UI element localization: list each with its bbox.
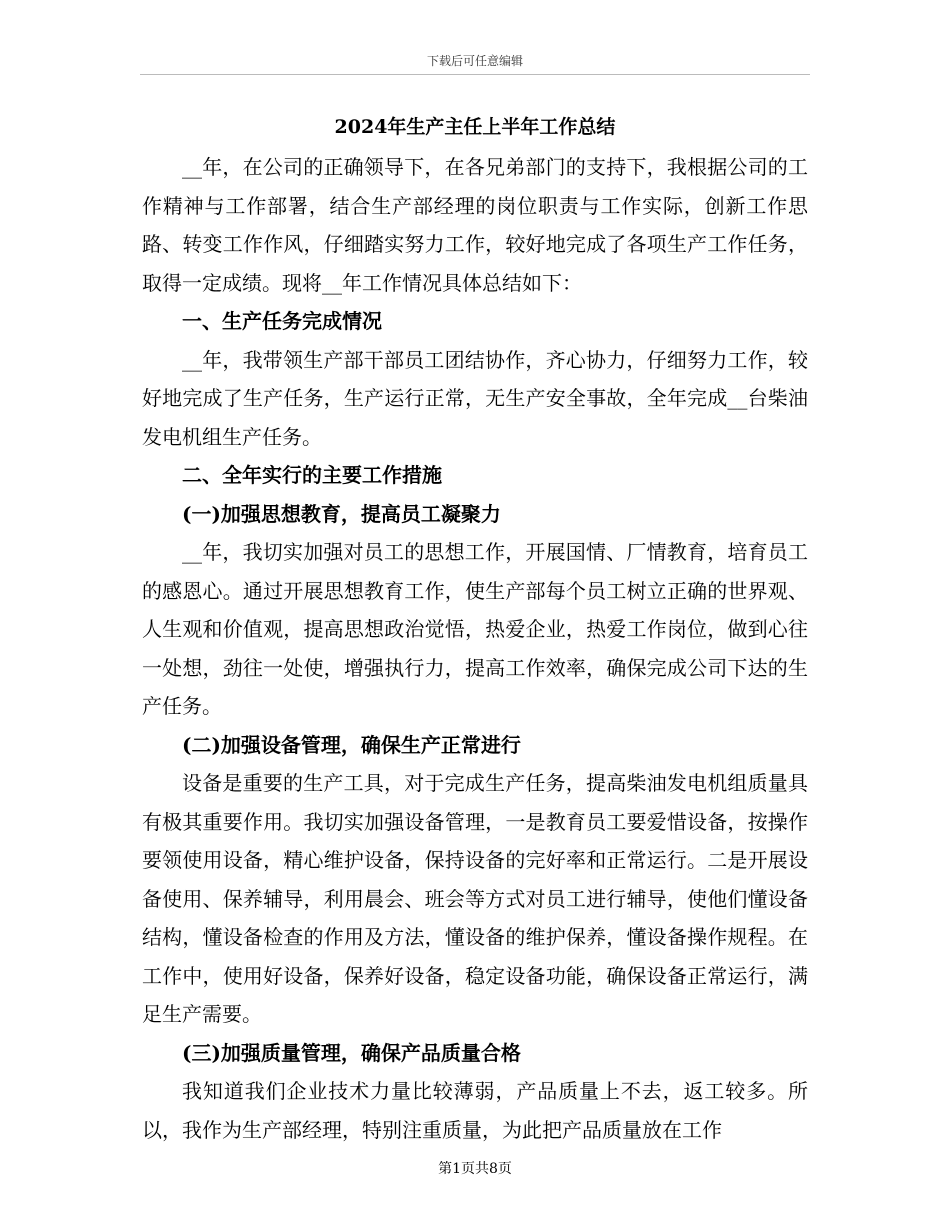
- document-title: 2024年生产主任上半年工作总结: [334, 116, 616, 138]
- page-header: 下载后可任意编辑: [426, 54, 523, 68]
- page-footer: 第1页共8页: [438, 1161, 512, 1177]
- subsection-paragraph-3: 我知道我们企业技术力量比较薄弱，产品质量上不去，返工较多。所以，我作为生产部经理，特别注重质量，为此把产品质量放在工作: [142, 1079, 808, 1142]
- intro-paragraph: __年，在公司的正确领导下，在各兄弟部门的支持下，我根据公司的工作精神与工作部署，结合生产部经理的岗位职责与工作实际，创新工作思路、转变工作作风，仔细踏实努力工作，较好地完成了各项生产工作任务，取得一定成绩。现将__年工作情况具体总结如下：: [142, 155, 808, 295]
- subsection-heading-3: (三)加强质量管理，确保产品质量合格: [182, 1040, 521, 1065]
- document-body: [142, 112, 808, 1149]
- subsection-paragraph-1: __年，我切实加强对员工的思想工作，开展国情、厂情教育，培育员工的感恩心。通过开展思想教育工作，使生产部每个员工树立正确的世界观、人生观和价值观，提高思想政治觉悟，热爱企业，热爱工作岗位，做到心往一处想，劲往一处使，增强执行力，提高工作效率，确保完成公司下达的生产任务。: [142, 540, 808, 718]
- section-heading-1: 一、生产任务完成情况: [182, 309, 382, 333]
- subsection-paragraph-2: 设备是重要的生产工具，对于完成生产任务，提高柴油发电机组质量具有极其重要作用。我切实加强设备管理，一是教育员工要爱惜设备，按操作要领使用设备，精心维护设备，保持设备的完好率和正常运行。二是开展设备使用、保养辅导，利用晨会、班会等方式对员工进行辅导，使他们懂设备结构，懂设备检查的作用及方法，懂设备的维护保养，懂设备操作规程。在工作中，使用好设备，保养好设备，稳定设备功能，确保设备正常运行，满足生产需要。: [142, 771, 808, 1026]
- subsection-heading-1: (一)加强思想教育，提高员工凝聚力: [182, 501, 501, 526]
- header-divider: [140, 74, 810, 75]
- section-paragraph-1: __年，我带领生产部干部员工团结协作，齐心协力，仔细努力工作，较好地完成了生产任务，生产运行正常，无生产安全事故，全年完成__台柴油发电机组生产任务。: [142, 347, 808, 449]
- subsection-heading-2: (二)加强设备管理，确保生产正常进行: [182, 732, 521, 757]
- section-heading-2: 二、全年实行的主要工作措施: [182, 463, 442, 487]
